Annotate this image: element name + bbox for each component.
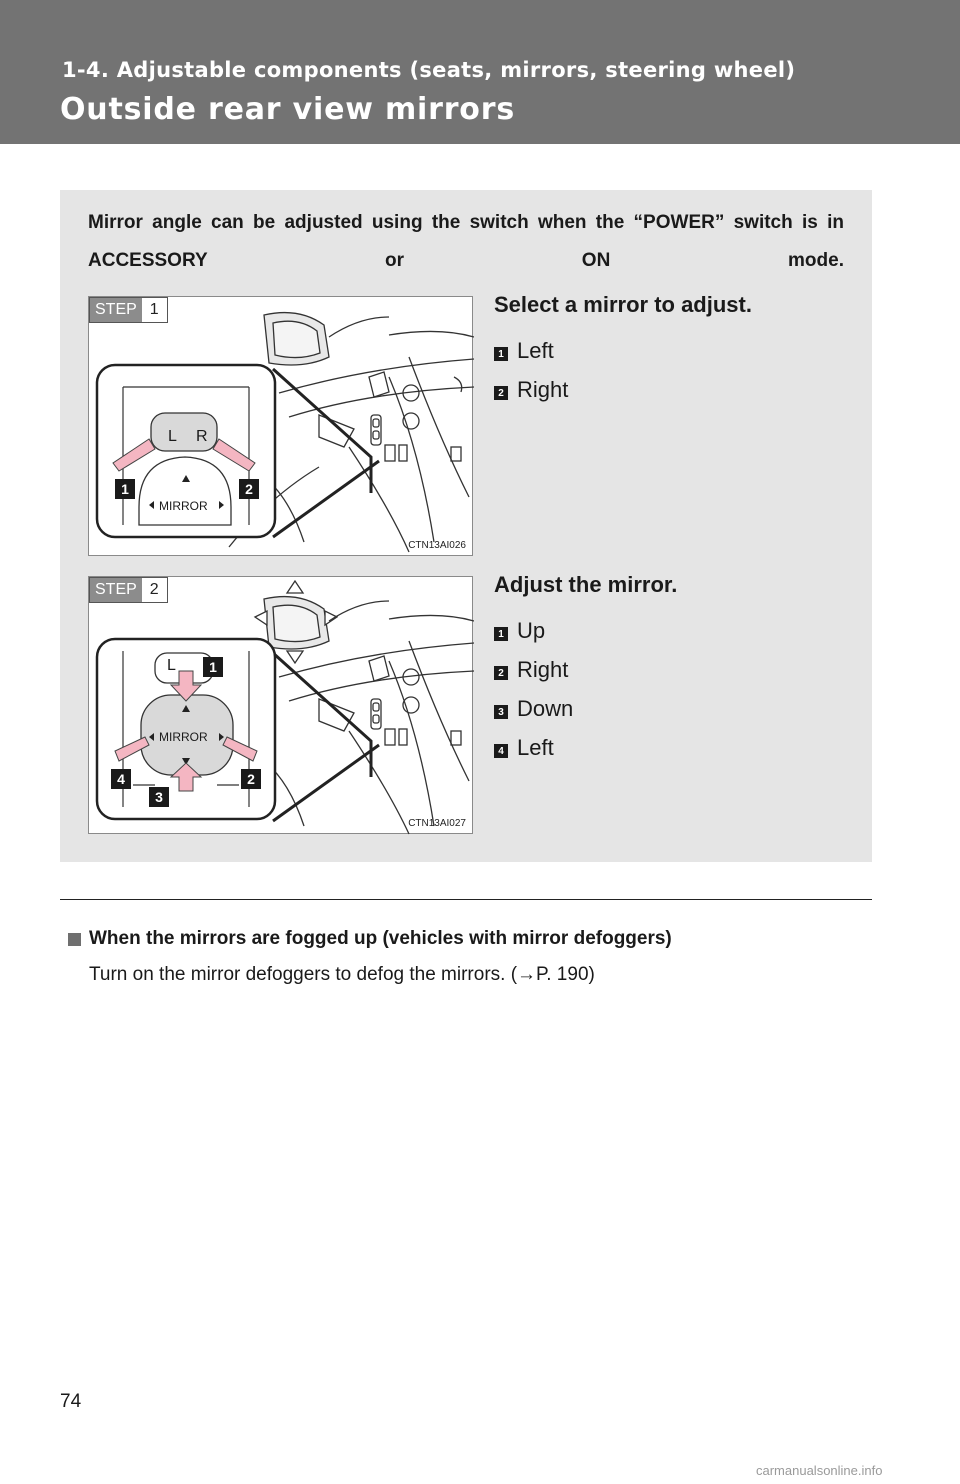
knob-label: MIRROR [159,730,208,744]
step2-item [494,618,545,644]
switch-left-label: L [168,428,177,445]
section-divider [60,899,872,900]
step2-heading: Adjust the mirror. [494,572,678,597]
step2-figure [88,576,473,834]
step1-label [89,297,168,323]
item-label: Down [517,696,574,721]
note-heading [68,928,672,950]
item-number-badge: 4 [494,744,508,758]
watermark: carmanualsonline.info [756,1463,883,1478]
callout-1: 1 [203,657,223,677]
section-title: 1-4. Adjustable components (seats, mirrors, steering wheel) [62,58,796,82]
note-heading-text: When the mirrors are fogged up (vehicles with mirror defoggers) [89,928,672,949]
step2-item [494,696,573,722]
item-label: Right [517,657,569,682]
chapter-header [0,0,960,144]
item-label: Right [517,377,569,402]
callout-1: 1 [115,479,135,499]
step-number: 2 [142,578,167,602]
callout-2: 2 [241,769,261,789]
step-word: STEP [90,578,142,602]
knob-label: MIRROR [159,499,208,513]
step2-label [89,577,168,603]
step2-illustration [89,577,474,835]
note-body: Turn on the mirror defoggers to defog the mirrors. (→P. 190) [89,964,595,985]
item-number-badge: 1 [494,627,508,641]
step-word: STEP [90,298,142,322]
item-number-badge: 2 [494,666,508,680]
item-label: Left [517,338,554,363]
figure-code: CTN13AI027 [408,818,466,829]
square-bullet-icon [68,933,81,946]
step2-item [494,657,568,683]
callout-2: 2 [239,479,259,499]
switch-left-label: L [167,657,176,674]
intro-text: Mirror angle can be adjusted using the switch when the “POWER” switch is in ACCESSORY or ON mode. [88,212,844,271]
page-number: 74 [60,1391,82,1412]
step-number: 1 [142,298,167,322]
item-number-badge: 2 [494,386,508,400]
callout-4: 4 [111,769,131,789]
step1-heading: Select a mirror to adjust. [494,292,752,317]
step1-illustration [89,297,474,557]
item-number-badge: 3 [494,705,508,719]
figure-code: CTN13AI026 [408,540,466,551]
step1-figure [88,296,473,556]
item-label: Left [517,735,554,760]
step1-item [494,338,554,364]
item-number-badge: 1 [494,347,508,361]
callout-3: 3 [149,787,169,807]
page-title: Outside rear view mirrors [60,92,515,127]
step2-item [494,735,554,761]
step1-item [494,377,568,403]
item-label: Up [517,618,546,643]
switch-right-label: R [196,428,208,445]
